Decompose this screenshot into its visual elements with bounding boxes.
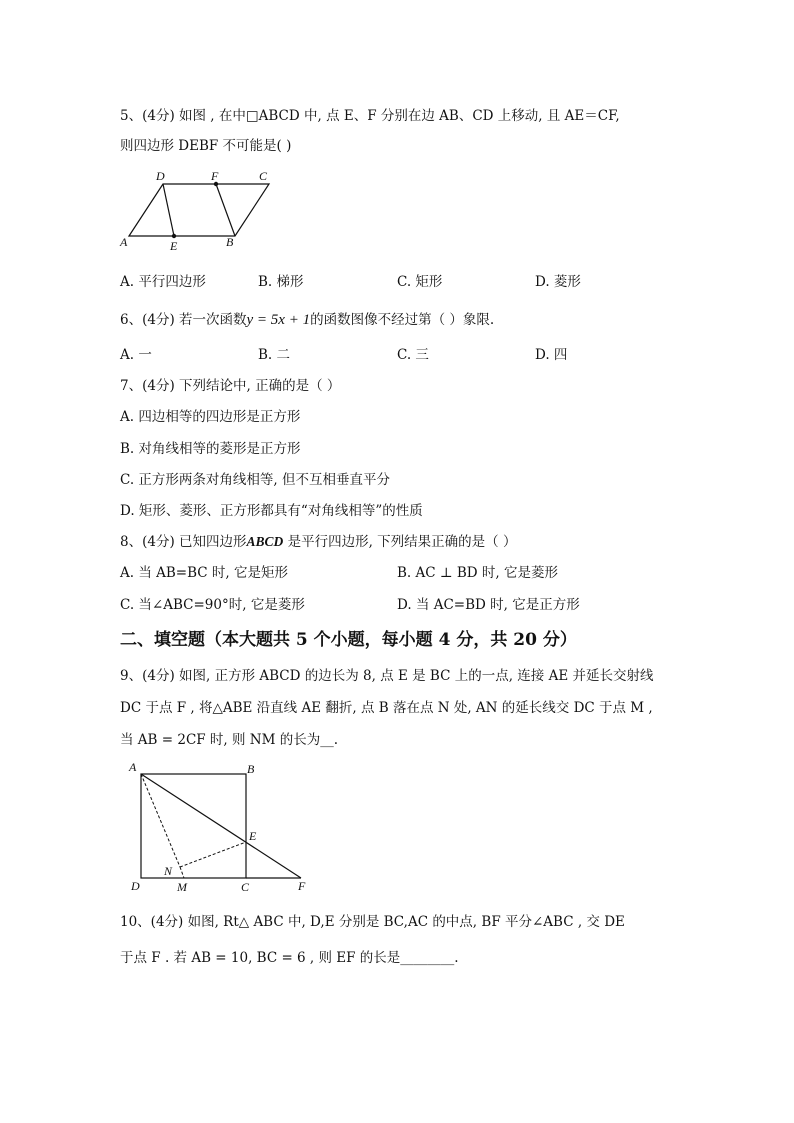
- q7-option-d: D. 矩形、菱形、正方形都具有“对角线相等”的性质: [120, 503, 423, 519]
- label-b: B: [226, 235, 234, 249]
- q5-option-b: B. 梯形: [258, 274, 304, 290]
- q8-option-d: D. 当 AC=BD 时, 它是正方形: [397, 597, 580, 613]
- segment-de: [163, 184, 174, 236]
- q7-option-b: B. 对角线相等的菱形是正方形: [120, 441, 301, 457]
- q8-stem: [120, 530, 516, 550]
- q10-stem-line1: 10、(4分) 如图, Rt△ ABC 中, D,E 分别是 BC,AC 的中点, BF 平分∠ABC , 交 DE: [120, 914, 625, 930]
- q5-option-a: A. 平行四边形: [120, 274, 206, 290]
- q9-stem-line1: 9、(4分) 如图, 正方形 ABCD 的边长为 8, 点 E 是 BC 上的一点, 连接 AE 并延长交射线: [120, 668, 654, 684]
- square-abcd: [141, 774, 246, 878]
- q6-formula: y = 5x + 1: [246, 312, 311, 328]
- q8-stem-b: 是平行四边形, 下列结果正确的是（ ）: [283, 534, 517, 550]
- dashed-nm: [180, 867, 184, 878]
- q9-stem-line2: DC 于点 F , 将△ABE 沿直线 AE 翻折, 点 B 落在点 N 处, AN 的延长线交 DC 于点 M ,: [120, 700, 653, 716]
- label-b: B: [247, 762, 255, 776]
- q6-stem-prefix: 6、(4分) 若一次函数: [120, 312, 247, 328]
- dashed-ne: [180, 842, 246, 867]
- q6-stem: [120, 308, 494, 329]
- segment-af: [141, 774, 301, 878]
- point-e: [172, 234, 176, 238]
- label-c: C: [241, 880, 250, 894]
- label-d: D: [131, 879, 140, 893]
- dashed-an: [141, 774, 180, 867]
- q8-option-b: B. AC ⊥ BD 时, 它是菱形: [397, 565, 558, 581]
- q8-option-a: A. 当 AB=BC 时, 它是矩形: [120, 565, 288, 581]
- label-a: A: [120, 235, 128, 249]
- q9-stem-line3: 当 AB = 2CF 时, 则 NM 的长为__.: [120, 732, 339, 748]
- q6-stem-suffix: 的函数图像不经过第（ ）象限.: [310, 312, 495, 328]
- q5-stem-line2: 则四边形 DEBF 不可能是( ): [120, 138, 292, 154]
- label-d: D: [156, 169, 165, 183]
- q8-option-c: C. 当∠ABC=90°时, 它是菱形: [120, 597, 305, 613]
- q8-stem-a: 8、(4分) 已知四边形: [120, 534, 247, 550]
- parallelogram-outline: [129, 184, 269, 236]
- q5-option-c: C. 矩形: [397, 274, 443, 290]
- q7-option-c: C. 正方形两条对角线相等, 但不互相垂直平分: [120, 472, 391, 488]
- label-e: E: [170, 239, 178, 253]
- q5-parallelogram-figure: [115, 166, 285, 256]
- q7-option-a: A. 四边相等的四边形是正方形: [120, 409, 301, 425]
- label-m: M: [177, 880, 187, 894]
- q5-stem-line1: 5、(4分) 如图 , 在中□ABCD 中, 点 E、F 分别在边 AB、CD 上移动, 且 AE＝CF,: [120, 108, 620, 124]
- label-f: F: [211, 169, 219, 183]
- q6-option-a: A. 一: [120, 347, 152, 363]
- label-n: N: [164, 864, 173, 878]
- segment-fb: [216, 184, 235, 236]
- q6-option-c: C. 三: [397, 347, 429, 363]
- label-f: F: [298, 879, 306, 893]
- q10-stem-line2: 于点 F . 若 AB = 10, BC = 6 , 则 EF 的长是________.: [120, 950, 459, 966]
- section-heading-fill-in: 二、填空题（本大题共 5 个小题，每小题 4 分，共 20 分）: [120, 630, 577, 650]
- q6-option-b: B. 二: [258, 347, 291, 363]
- q6-option-d: D. 四: [535, 347, 568, 363]
- label-e: E: [249, 829, 257, 843]
- label-a: A: [129, 760, 137, 774]
- q5-option-d: D. 菱形: [535, 274, 581, 290]
- label-c: C: [259, 169, 268, 183]
- q8-stem-var: ABCD: [246, 534, 284, 549]
- q9-square-figure: [125, 758, 325, 898]
- q7-stem: 7、(4分) 下列结论中, 正确的是（ ）: [120, 378, 341, 394]
